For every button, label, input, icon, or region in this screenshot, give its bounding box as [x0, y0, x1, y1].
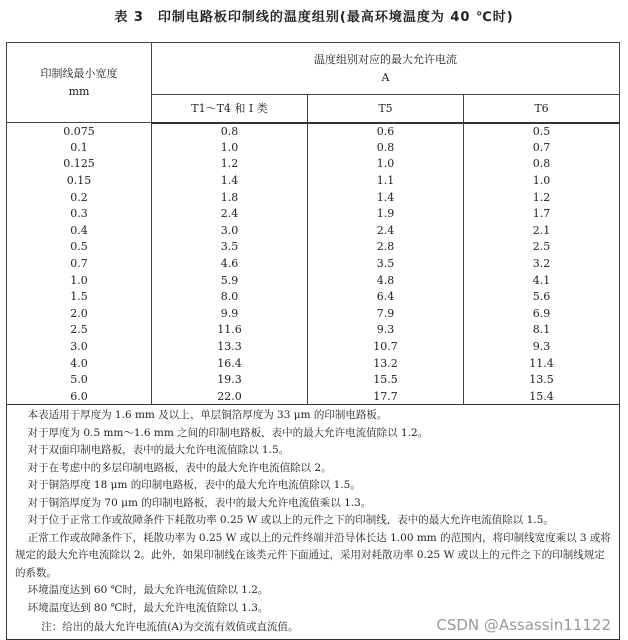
table-cell: 8.0 [152, 288, 308, 305]
note-line: 对于铜箔厚度为 70 μm 的印制电路板，表中的最大允许电流值乘以 1.3。 [27, 496, 372, 509]
table-cell: 22.0 [152, 388, 308, 405]
watermark: CSDN @Assassin11122 [436, 616, 611, 635]
table-cell: 3.0 [152, 222, 308, 239]
table-cell: 0.8 [308, 139, 464, 156]
table-cell: 3.0 [7, 338, 152, 355]
width-label: 印制线最小宽度 [40, 66, 118, 80]
table-cell: 1.5 [7, 288, 152, 305]
table-cell: 0.125 [7, 156, 152, 173]
table-row [7, 305, 620, 322]
note-line: 本表适用于厚度为 1.6 mm 及以上、单层铜箔厚度为 33 μm 的印制电路板。 [27, 409, 388, 422]
table-cell: 4.6 [152, 255, 308, 272]
table-cell: 1.7 [464, 205, 620, 222]
width-unit: mm [68, 84, 90, 98]
table-cell: 1.2 [464, 189, 620, 206]
note-line: 正常工作或故障条件下，耗散功率为 0.25 W 或以上的元件终端并沿导体长达 1.00 mm 的范围内，将印制线宽度乘以 3 或将规定的最大允许电流除以 2。此外，如果印制线在该类元件下面通过，采用对耗散功率 0.25 W 或以上的元件之下的印制线规定的系数。 [15, 531, 611, 579]
table-cell: 1.1 [308, 172, 464, 189]
table-cell: 2.4 [152, 205, 308, 222]
table-cell: 1.2 [152, 156, 308, 173]
table-cell: 19.3 [152, 371, 308, 388]
table-cell: 8.1 [464, 322, 620, 339]
table-cell: 13.2 [308, 355, 464, 372]
current-unit: A [381, 70, 390, 84]
table-cell: 15.4 [464, 388, 620, 405]
table-row [7, 239, 620, 256]
table-wrapper [6, 42, 620, 640]
table-cell: 0.5 [464, 123, 620, 140]
table-cell: 0.7 [464, 139, 620, 156]
table-cell: 5.6 [464, 288, 620, 305]
note-line: 对于在考虑中的多层印制电路板，表中的最大允许电流值除以 2。 [27, 461, 332, 474]
note-line: 对于铜箔厚度 18 μm 的印制电路板，表中的最大允许电流值除以 1.5。 [27, 479, 361, 492]
table-cell: 0.15 [7, 172, 152, 189]
table-cell: 1.0 [7, 272, 152, 289]
table-cell: 4.0 [7, 355, 152, 372]
table-cell: 0.1 [7, 139, 152, 156]
table-cell: 0.4 [7, 222, 152, 239]
table-row [7, 255, 620, 272]
col-t6: T6 [464, 95, 620, 123]
table-cell: 6.0 [7, 388, 152, 405]
table-cell: 6.9 [464, 305, 620, 322]
table-cell: 9.3 [308, 322, 464, 339]
note-line: 环境温度达到 80 ℃时，最大允许电流值除以 1.3。 [27, 601, 269, 614]
footnote-line [15, 617, 611, 637]
table-cell: 13.3 [152, 338, 308, 355]
table-row [7, 272, 620, 289]
table-cell: 1.4 [152, 172, 308, 189]
table-cell: 11.4 [464, 355, 620, 372]
table-row [7, 371, 620, 388]
table-cell: 0.8 [152, 123, 308, 140]
table-title: 表 3 印制电路板印制线的温度组别(最高环境温度为 40 ℃时) [114, 10, 514, 25]
note-line: 环境温度达到 60 ℃时，最大允许电流值除以 1.2。 [27, 584, 269, 597]
table-cell: 5.0 [7, 371, 152, 388]
table-row [7, 322, 620, 339]
table-cell: 0.8 [464, 156, 620, 173]
table-cell: 0.075 [7, 123, 152, 140]
table-row [7, 189, 620, 206]
table-row [7, 388, 620, 405]
table-cell: 2.0 [7, 305, 152, 322]
table-cell: 1.9 [308, 205, 464, 222]
table-cell: 9.9 [152, 305, 308, 322]
table-cell: 0.5 [7, 239, 152, 256]
table-row [7, 172, 620, 189]
table-cell: 2.5 [464, 239, 620, 256]
table-cell: 0.2 [7, 189, 152, 206]
current-label: 温度组别对应的最大允许电流 [314, 52, 457, 66]
table-cell: 2.5 [7, 322, 152, 339]
col-t5: T5 [308, 95, 464, 123]
table-cell: 6.4 [308, 288, 464, 305]
table-cell: 4.1 [464, 272, 620, 289]
table-row [7, 123, 620, 140]
width-header [7, 43, 152, 123]
footnote: 注：给出的最大允许电流值(A)为交流有效值或直流值。 [41, 621, 299, 634]
table-cell: 1.8 [152, 189, 308, 206]
table-cell: 3.5 [152, 239, 308, 256]
table-row [7, 139, 620, 156]
table-cell: 2.1 [464, 222, 620, 239]
table-cell: 1.0 [152, 139, 308, 156]
table-row [7, 156, 620, 173]
col-t1-t4: T1～T4 和 Ⅰ 类 [152, 95, 308, 123]
table-cell: 0.7 [7, 255, 152, 272]
current-table [6, 42, 620, 405]
table-cell: 13.5 [464, 371, 620, 388]
table-row [7, 205, 620, 222]
note-line: 对于双面印制电路板，表中的最大允许电流值除以 1.5。 [27, 444, 290, 457]
table-row [7, 338, 620, 355]
table-row [7, 222, 620, 239]
table-cell: 3.5 [308, 255, 464, 272]
table-cell: 1.0 [464, 172, 620, 189]
table-cell: 16.4 [152, 355, 308, 372]
table-cell: 5.9 [152, 272, 308, 289]
table-cell: 11.6 [152, 322, 308, 339]
table-cell: 0.3 [7, 205, 152, 222]
notes-section [6, 405, 620, 640]
note-line: 对于厚度为 0.5 mm～1.6 mm 之间的印制电路板，表中的最大允许电流值除以 1.2。 [27, 426, 429, 439]
table-cell: 4.8 [308, 272, 464, 289]
table-cell: 17.7 [308, 388, 464, 405]
table-cell: 0.6 [308, 123, 464, 140]
table-cell: 7.9 [308, 305, 464, 322]
table-cell: 2.4 [308, 222, 464, 239]
table-cell: 10.7 [308, 338, 464, 355]
table-row [7, 288, 620, 305]
table-cell: 2.8 [308, 239, 464, 256]
notes-list [15, 407, 611, 617]
current-header [152, 43, 620, 95]
table-cell: 1.4 [308, 189, 464, 206]
table-cell: 15.5 [308, 371, 464, 388]
table-cell: 3.2 [464, 255, 620, 272]
table-cell: 9.3 [464, 338, 620, 355]
table-cell: 1.0 [308, 156, 464, 173]
table-row [7, 355, 620, 372]
note-line: 对于位于正常工作或故障条件下耗散功率 0.25 W 或以上的元件之下的印制线，表中的最大允许电流值除以 1.5。 [27, 514, 554, 527]
